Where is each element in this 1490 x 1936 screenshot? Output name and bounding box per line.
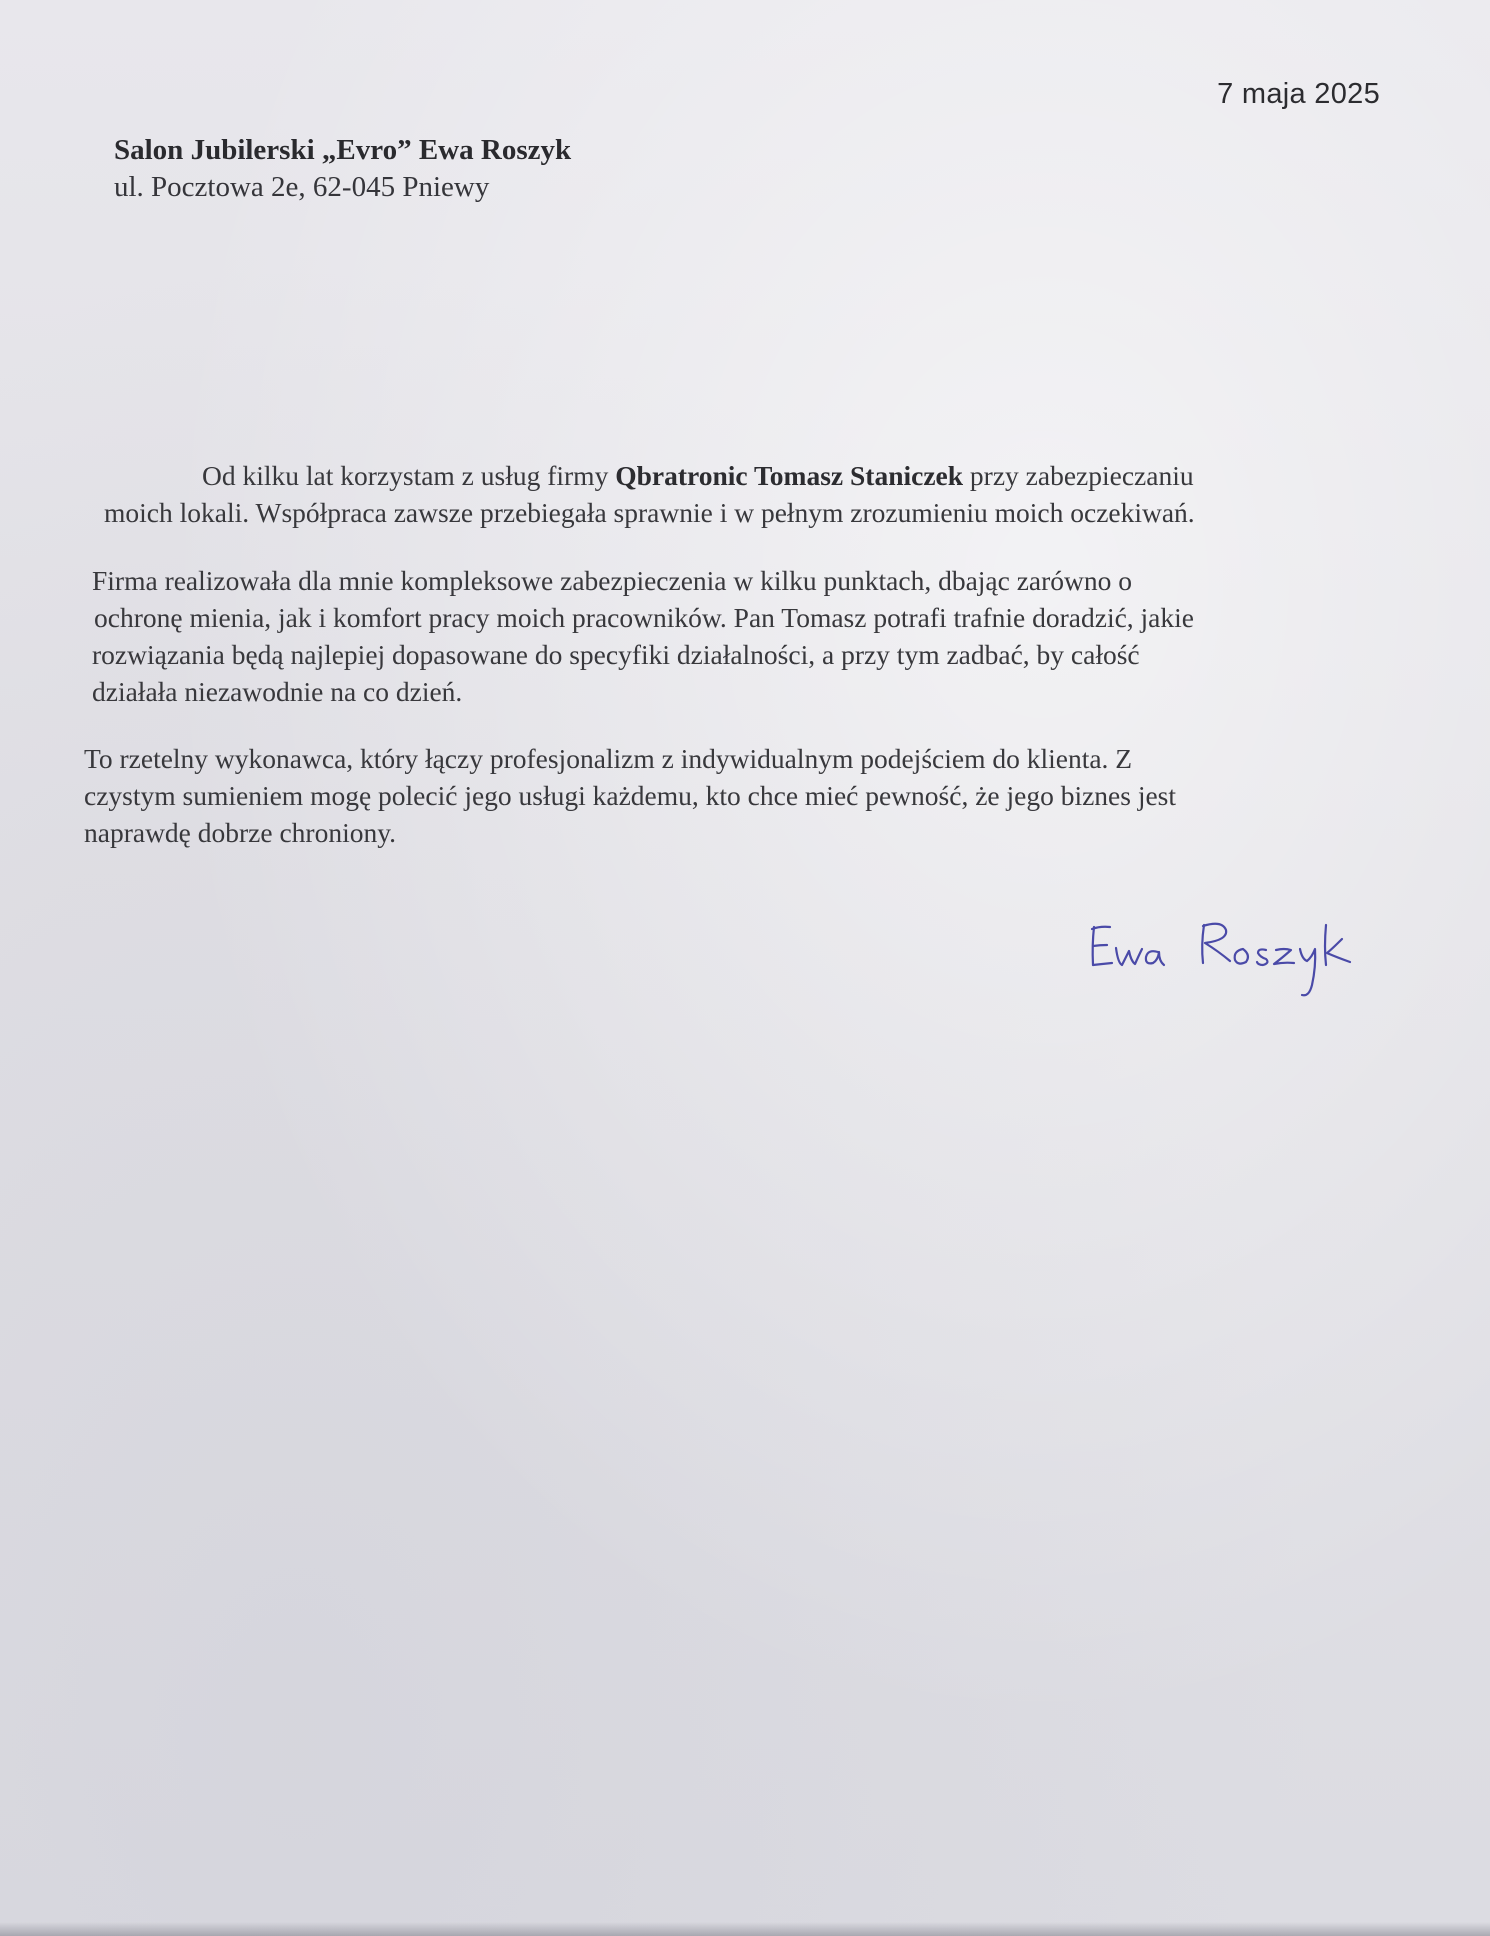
paragraph-1-line-2: moich lokali. Współpraca zawsze przebiegała sprawnie i w pełnym zrozumieniu moich oczekiwań. (104, 497, 1195, 528)
letter-date: 7 maja 2025 (1217, 78, 1380, 110)
paragraph-2-line-2: ochronę mienia, jak i komfort pracy moich pracowników. Pan Tomasz potrafi trafnie doradzić, jakie (94, 602, 1194, 633)
paper-bottom-edge (0, 1922, 1490, 1936)
paragraph-2-line-4: działała niezawodnie na co dzień. (92, 676, 463, 707)
signature-drawing (1080, 905, 1380, 1005)
p1-text-before: Od kilku lat korzystam z usług firmy (202, 460, 616, 491)
sender-block (114, 132, 571, 206)
sender-name: Salon Jubilerski „Evro” Ewa Roszyk (114, 134, 572, 166)
paragraph-2-line-3: rozwiązania będą najlepiej dopasowane do specyfiki działalności, a przy tym zadbać, by całość (92, 639, 1140, 670)
company-name: Qbratronic Tomasz Staniczek (615, 460, 964, 491)
paragraph-3 (84, 740, 1176, 851)
paragraph-3-line-1: To rzetelny wykonawca, który łączy profesjonalizm z indywidualnym podejściem do klienta. Z (84, 743, 1133, 774)
paragraph-1 (100, 457, 1195, 531)
handwritten-signature (1080, 905, 1380, 1005)
paragraph-1-line-1 (100, 457, 1195, 494)
paragraph-2 (92, 562, 1194, 710)
sender-address: ul. Pocztowa 2e, 62-045 Pniewy (114, 171, 490, 203)
paragraph-3-line-3: naprawdę dobrze chroniony. (84, 817, 397, 848)
paragraph-3-line-2: czystym sumieniem mogę polecić jego usługi każdemu, kto chce mieć pewność, że jego biznes jest (84, 780, 1177, 811)
p1-text-after: przy zabezpieczaniu (963, 460, 1194, 491)
paragraph-2-line-1: Firma realizowała dla mnie kompleksowe zabezpieczenia w kilku punktach, dbając zarówno o (92, 565, 1133, 596)
